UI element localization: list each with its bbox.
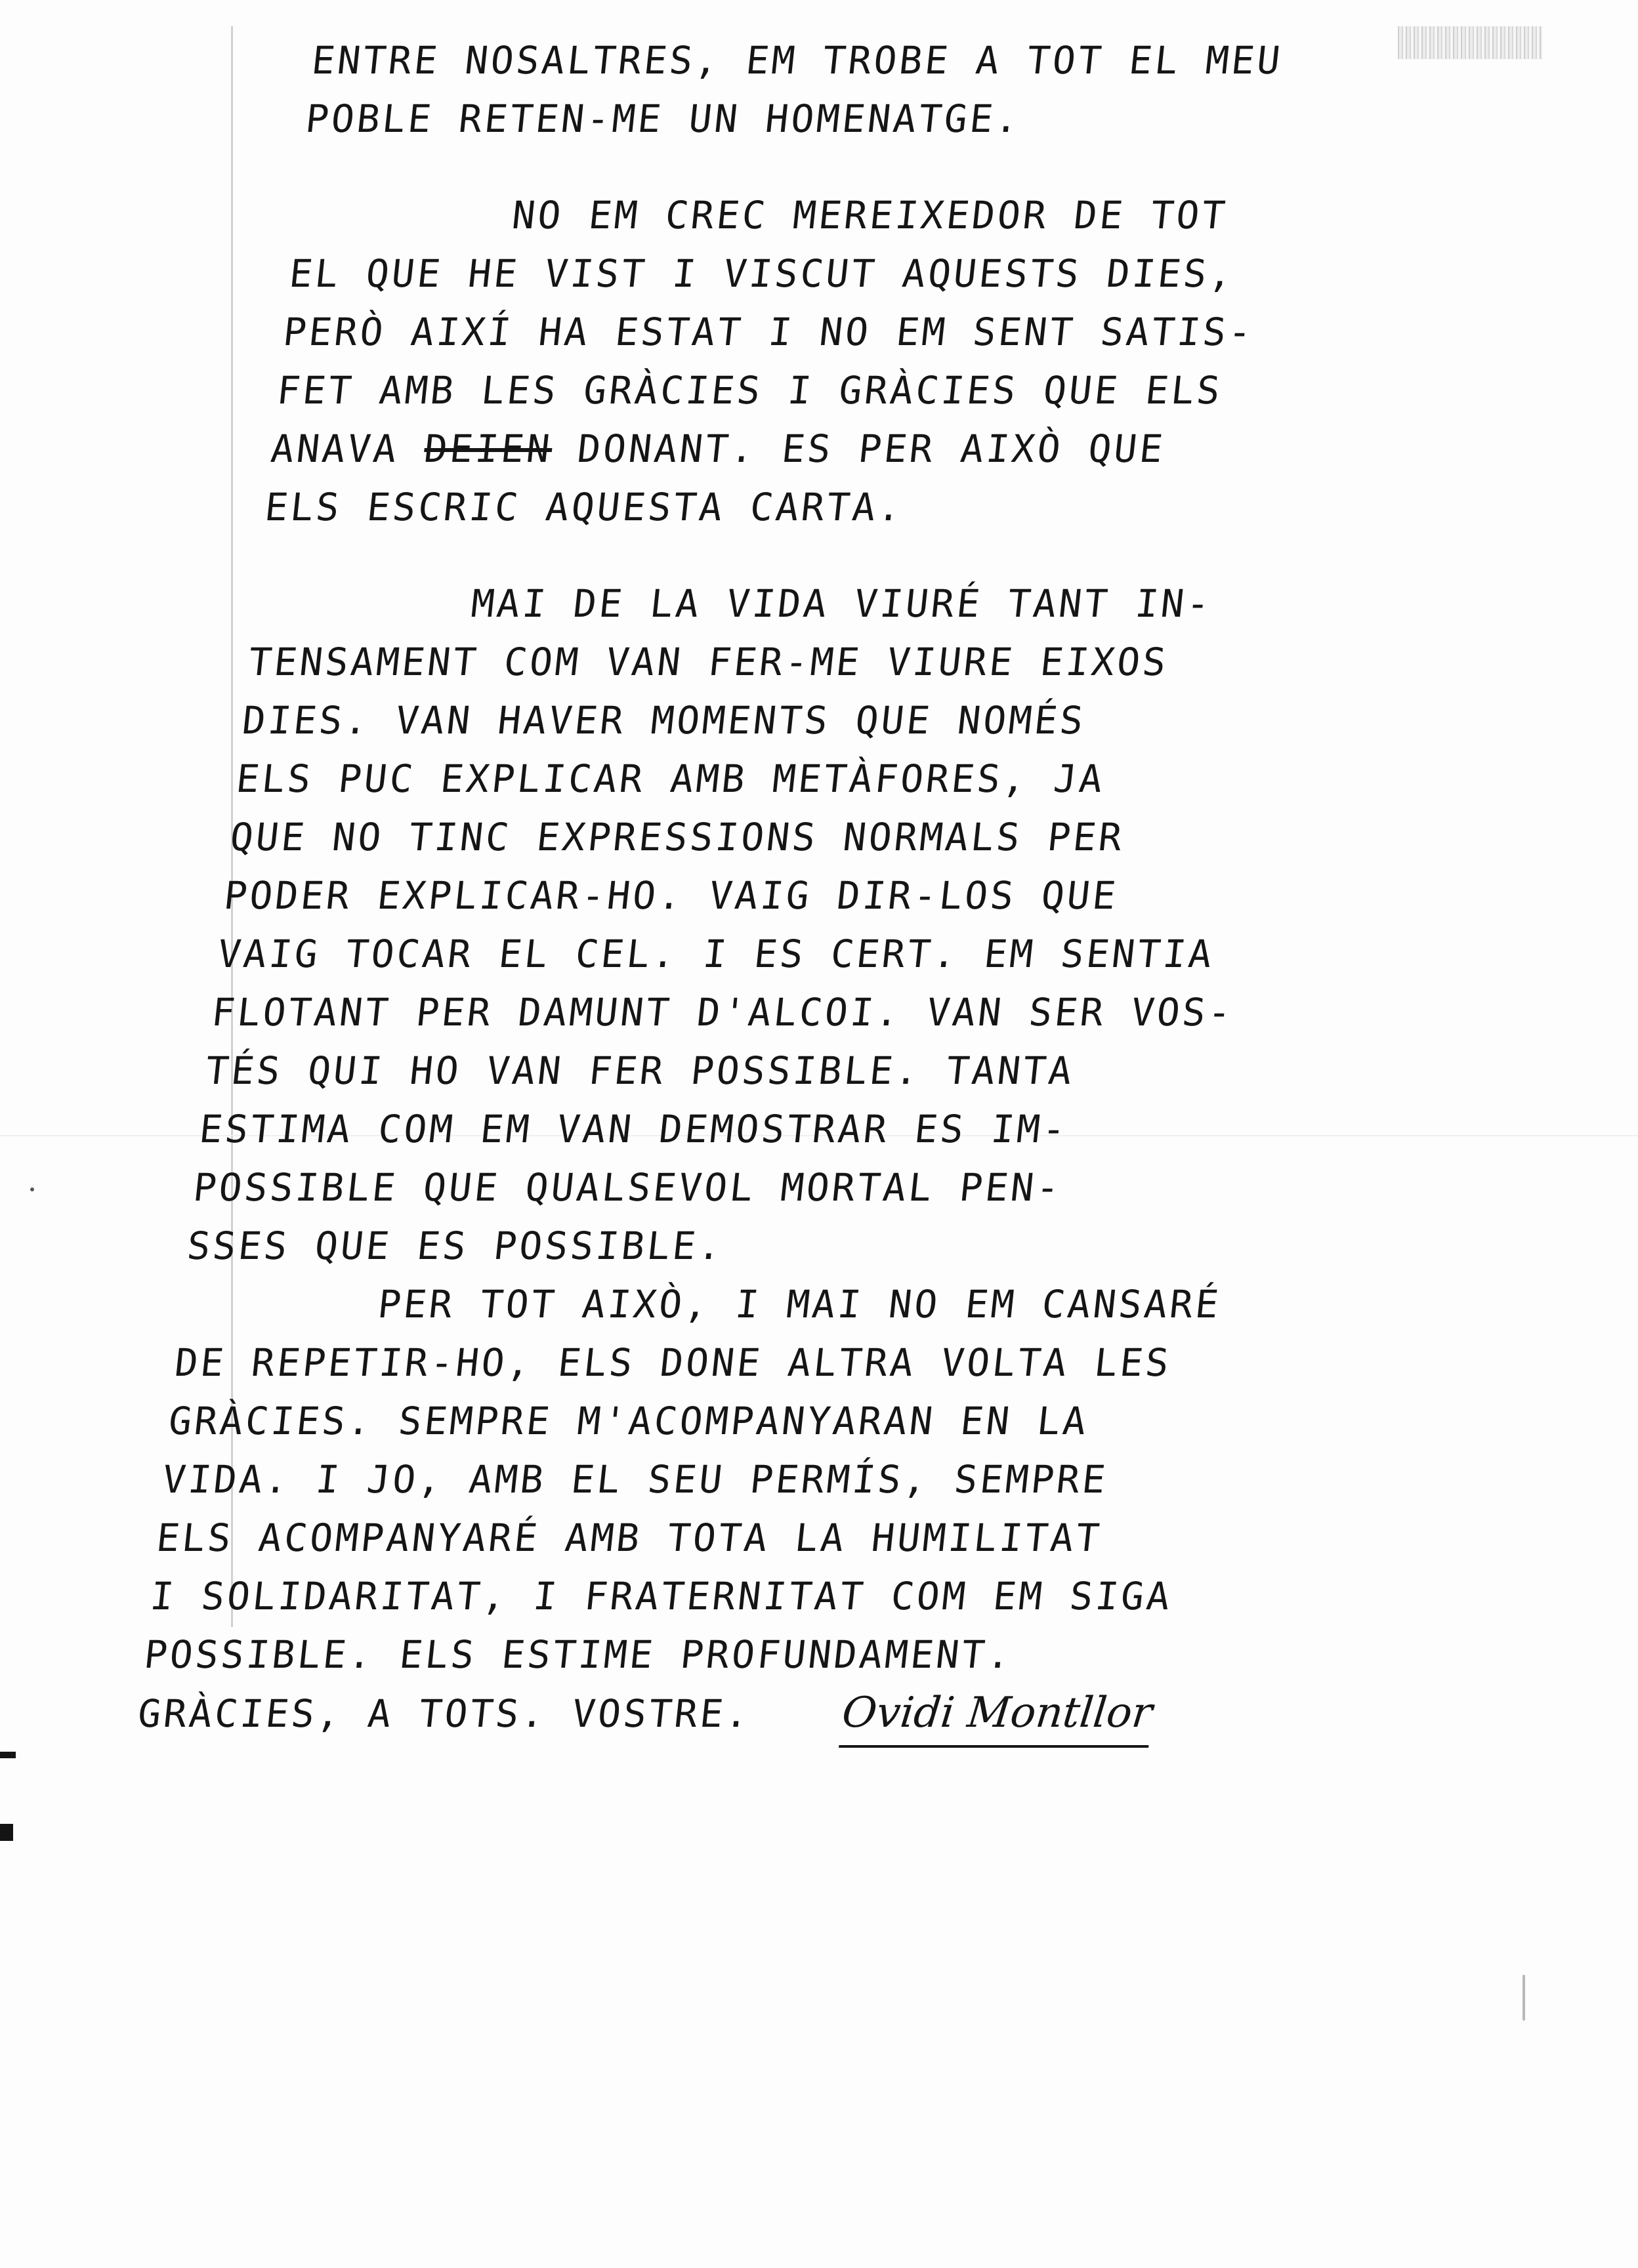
letter-word: DONANT. ES PER AIXÒ QUE [575, 426, 1167, 471]
signature: Ovidi Montllor [839, 1684, 1155, 1748]
letter-line: PER TOT AIXÒ, I MAI NO EM CANSARÉ [375, 1282, 1223, 1327]
letter-line: VAIG TOCAR EL CEL. I ES CERT. EM SENTIA [215, 932, 1217, 976]
letter-line: VIDA. I JO, AMB EL SEU PERMÍS, SEMPRE [160, 1457, 1110, 1502]
scanner-artifact-patch [1398, 26, 1542, 59]
letter-line: FLOTANT PER DAMUNT D'ALCOI. VAN SER VOS- [209, 990, 1236, 1035]
scanner-edge-mark [0, 1752, 16, 1758]
letter-line: POBLE RETEN-ME UN HOMENATGE. [303, 96, 1024, 141]
letter-line: POSSIBLE. ELS ESTIME PROFUNDAMENT. [142, 1632, 1015, 1677]
letter-line: TENSAMENT COM VAN FER-ME VIURE EIXOS [246, 640, 1171, 684]
letter-line: EL QUE HE VIST I VISCUT AQUESTS DIES, [287, 251, 1237, 296]
letter-line: ELS ACOMPANYARÉ AMB TOTA LA HUMILITAT [154, 1515, 1104, 1560]
letter-line: ESTIMA COM EM VAN DEMOSTRAR ES IM- [197, 1107, 1070, 1151]
ink-speck [1522, 1975, 1525, 2021]
letter-word: ANAVA [268, 426, 402, 471]
ink-speck [30, 1187, 34, 1191]
letter-line: ELS PUC EXPLICAR AMB METÀFORES, JA [234, 756, 1108, 801]
letter-line: PODER EXPLICAR-HO. VAIG DIR-LOS QUE [222, 873, 1121, 918]
letter-line: POSSIBLE QUE QUALSEVOL MORTAL PEN- [191, 1165, 1064, 1210]
scanner-edge-mark [0, 1824, 13, 1841]
letter-line: FET AMB LES GRÀCIES I GRÀCIES QUE ELS [274, 368, 1225, 413]
letter-line: NO EM CREC MEREIXEDOR DE TOT [509, 193, 1230, 237]
letter-line: TÉS QUI HO VAN FER POSSIBLE. TANTA [203, 1048, 1077, 1093]
letter-line: I SOLIDARITAT, I FRATERNITAT COM EM SIGA [148, 1574, 1175, 1619]
letter-line: PERÒ AIXÍ HA ESTAT I NO EM SENT SATIS- [281, 310, 1257, 354]
handwritten-letter-body [135, 31, 1391, 1742]
letter-line: QUE NO TINC EXPRESSIONS NORMALS PER [228, 815, 1127, 859]
letter-line: GRÀCIES. SEMPRE M'ACOMPANYARAN EN LA [166, 1399, 1091, 1443]
struck-out-word: DEIEN [422, 426, 555, 471]
letter-line: ELS ESCRIC AQUESTA CARTA. [262, 485, 906, 529]
letter-line: ENTRE NOSALTRES, EM TROBE A TOT EL MEU [309, 38, 1285, 83]
letter-line: SSES QUE ES POSSIBLE. [184, 1224, 726, 1268]
letter-line: DIES. VAN HAVER MOMENTS QUE NOMÉS [240, 698, 1088, 743]
letter-line [268, 420, 1350, 478]
closing-text: GRÀCIES, A TOTS. VOSTRE. [135, 1691, 754, 1736]
closing-line [135, 1684, 1217, 1742]
letter-line: DE REPETIR-HO, ELS DONE ALTRA VOLTA LES [173, 1340, 1174, 1385]
letter-line: MAI DE LA VIDA VIURÉ TANT IN- [469, 581, 1215, 626]
